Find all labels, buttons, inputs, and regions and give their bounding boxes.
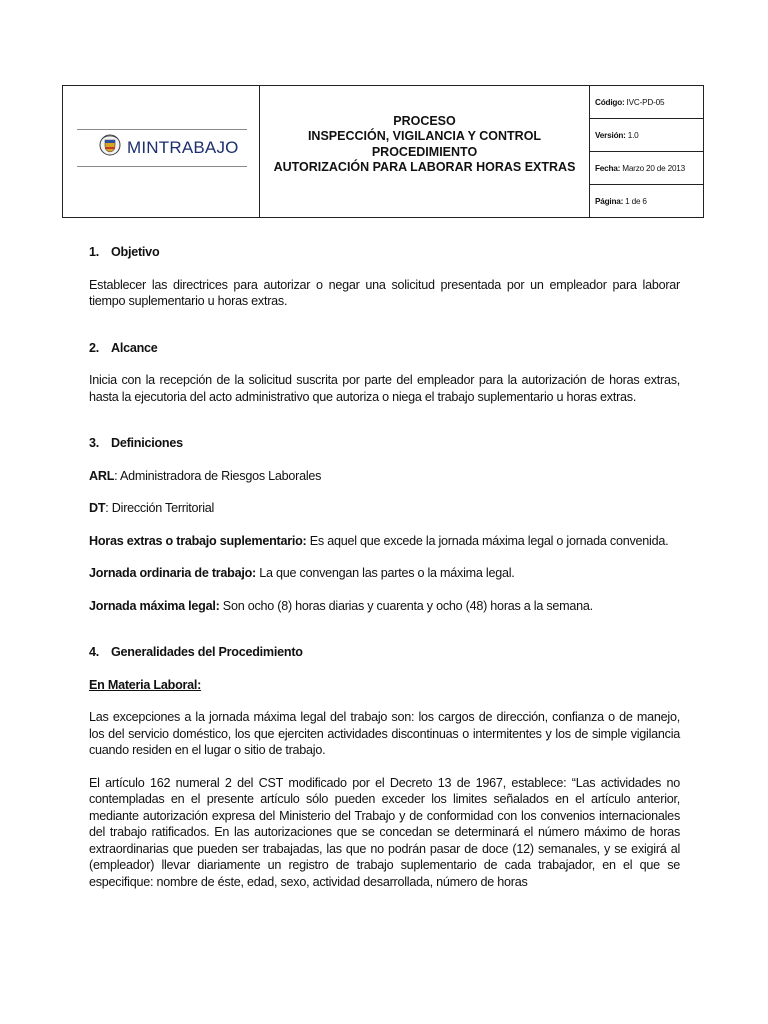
section-title: Definiciones	[111, 436, 183, 450]
title-line-name: AUTORIZACIÓN PARA LABORAR HORAS EXTRAS	[273, 160, 576, 174]
definition-term: ARL	[89, 468, 115, 483]
objetivo-paragraph: Establecer las directrices para autorizar o negar una solicitud presentada por un empleador para laborar tiempo suplementario u horas extras.	[89, 277, 680, 308]
definition-term: DT	[89, 501, 106, 515]
alcance-paragraph: Inicia con la recepción de la solicitud suscrita por parte del empleador para la autorización de horas extras, hasta la ejecutoria del acto administrativo que autoriza o niega el trabajo suplementario u horas extras.	[89, 373, 680, 404]
section-heading-definiciones	[89, 435, 680, 452]
meta-code	[590, 86, 703, 119]
meta-code-value: IVC-PD-05	[626, 97, 665, 107]
definition-term: Jornada ordinaria de trabajo:	[89, 566, 257, 580]
meta-date-label: Fecha:	[595, 163, 621, 173]
definition-jornada-ordinaria	[89, 565, 680, 582]
definition-arl	[89, 468, 680, 485]
document-title-block	[260, 86, 590, 217]
definition-text: Es aquel que excede la jornada máxima legal o jornada convenida.	[309, 533, 669, 548]
document-meta	[590, 86, 703, 217]
definition-text: Dirección Territorial	[111, 501, 215, 515]
meta-date	[590, 152, 703, 185]
mintrabajo-logo	[99, 134, 239, 161]
section-heading-objetivo	[89, 244, 680, 261]
logo-top-rule	[77, 129, 247, 130]
articulo-162-paragraph: El artículo 162 numeral 2 del CST modificado por el Decreto 13 de 1967, establece: “Las actividades no contempladas en el presente artículo sólo pueden exceder los limites señalados en el artículo anterior, mediante autorización expresa del Ministerio del Trabajo y de conformidad con los convenios internacionales del trabajo ratificados. En las autorizaciones que se concedan se determinará el número máximo de horas extraordinarias que pueden ser trabajadas, las que no podrán pasar de doce (12) semanales, y se exigirá al (empleador) llevar diariamente un registro de trabajo suplementario de cada trabajador, en el que se especifique: nombre de éste, edad, sexo, actividad desarrollada, número de horas	[89, 775, 680, 889]
section-number: 3.	[89, 436, 100, 450]
meta-page-value: 1 de 6	[625, 196, 647, 206]
section-number: 1.	[89, 245, 100, 259]
section-number: 4.	[89, 645, 100, 659]
definition-text: Administradora de Riesgos Laborales	[119, 468, 322, 483]
meta-version-label: Versión:	[595, 130, 626, 140]
section-heading-generalidades	[89, 644, 680, 661]
definition-dt	[89, 500, 680, 517]
meta-date-value: Marzo 20 de 2013	[622, 163, 686, 173]
logo-bottom-rule	[77, 166, 247, 167]
definition-term: Horas extras o trabajo suplementario:	[89, 533, 307, 548]
section-heading-alcance	[89, 340, 680, 357]
meta-version	[590, 119, 703, 152]
meta-page	[590, 185, 703, 217]
subheading-materia-laboral: En Materia Laboral:	[89, 677, 202, 692]
title-line-area: INSPECCIÓN, VIGILANCIA Y CONTROL	[307, 129, 542, 143]
logo-text: MINTRABAJO	[127, 137, 239, 157]
title-line-procedure: PROCEDIMIENTO	[371, 144, 478, 159]
definition-text: Son ocho (8) horas diarias y cuarenta y ocho (48) horas a la semana.	[222, 598, 593, 613]
definition-term: Jornada máxima legal:	[89, 598, 220, 613]
section-number: 2.	[89, 340, 100, 355]
definition-separator: :	[105, 501, 112, 515]
section-title: Generalidades del Procedimiento	[111, 645, 303, 659]
logo-cell	[63, 86, 260, 217]
definition-jornada-maxima	[89, 598, 680, 615]
definition-separator: :	[114, 468, 120, 483]
excepciones-paragraph: Las excepciones a la jornada máxima legal del trabajo son: los cargos de dirección, confianza o de manejo, los del servicio doméstico, los que ejerciten actividades discontinuas o intermitentes y los de simple vigilancia cuando residen en el lugar o sitio de trabajo.	[89, 710, 680, 757]
definition-text: La que convengan las partes o la máxima legal.	[259, 566, 515, 580]
section-title: Alcance	[111, 340, 158, 355]
title-line-process: PROCESO	[393, 113, 456, 128]
document-header-table	[62, 85, 704, 218]
coat-of-arms-icon	[99, 134, 121, 161]
section-title: Objetivo	[111, 245, 160, 259]
document-body	[89, 244, 680, 890]
meta-page-label: Página:	[595, 196, 624, 206]
meta-code-label: Código:	[595, 97, 625, 107]
definition-horas-extras	[89, 533, 680, 550]
meta-version-value: 1.0	[627, 130, 639, 140]
